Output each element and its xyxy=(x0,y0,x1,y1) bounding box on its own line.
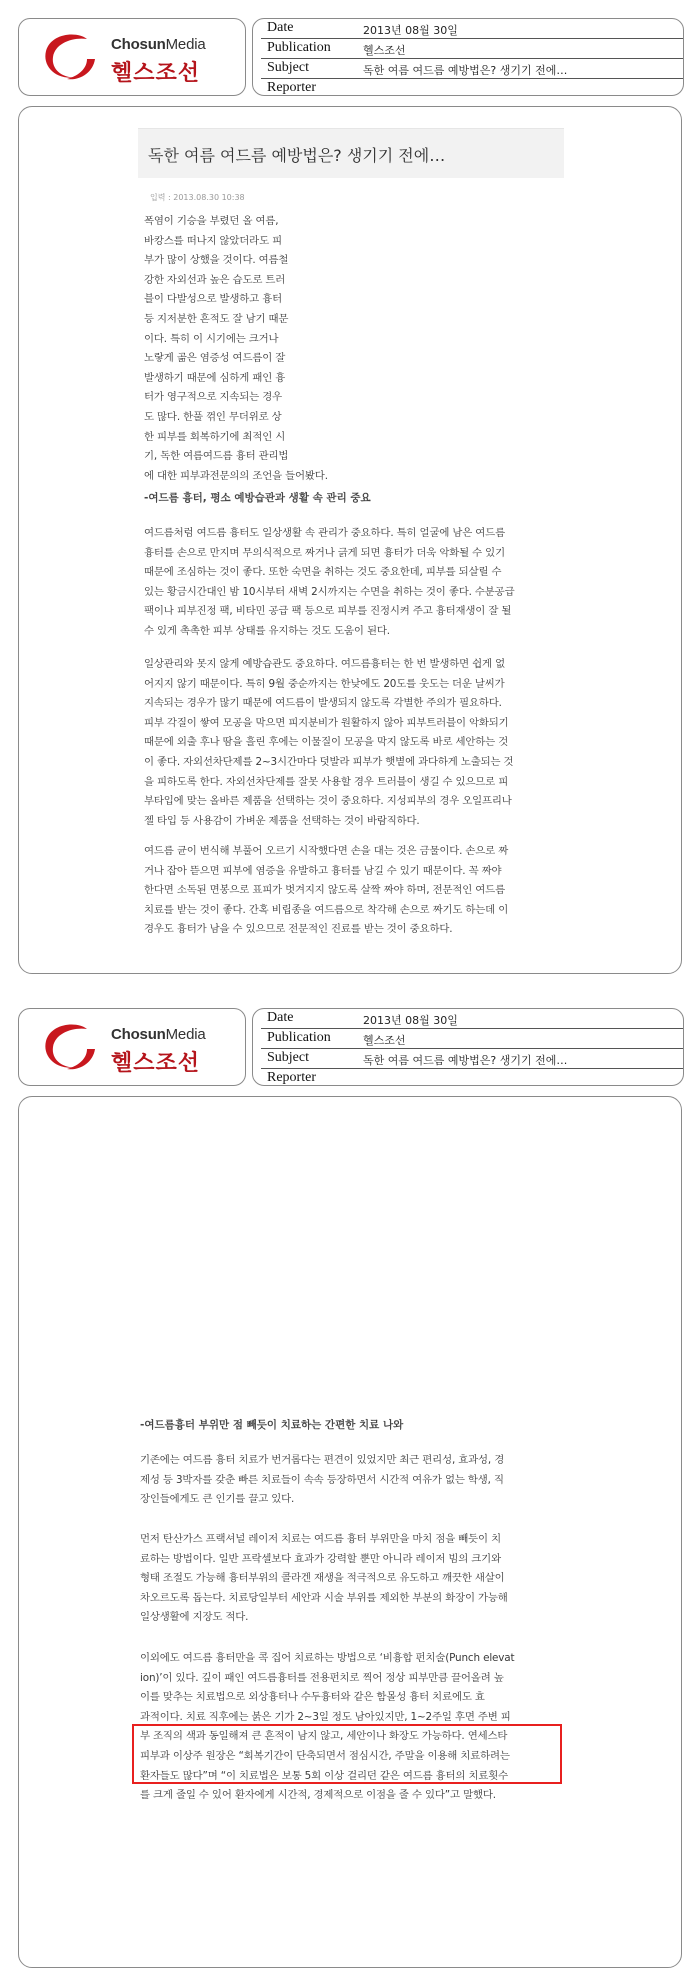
logo-english: ChosunMedia xyxy=(111,36,206,53)
meta-row-date: Date 2013년 08월 30일 xyxy=(267,1010,458,1027)
meta-date: 2013년 08월 30일 xyxy=(363,24,458,37)
meta-row-subject: Subject 독한 여름 여드름 예방법은? 생기기 전에… xyxy=(267,60,568,77)
section-heading-1: -여드름 흉터, 평소 예방습관과 생활 속 관리 중요 xyxy=(144,492,371,504)
meta-box-2 xyxy=(252,1008,684,1086)
paragraph-3: 일상관리와 못지 않게 예방습관도 중요하다. 여드름흉터는 한 번 발생하면 쉽게 없 어지지 않기 때문이다. 특히 9월 중순까지는 한낮에도 20도를 웃도는 더운 날씨가 지속되는 경우가 많기 때문에 여드름이 발생되지 않도록 각별한 주의가 필요하다. 피부 각질이 쌓여 모공을 막으면 피지분비가 원활하지 않아 피부트러블이 악화되기 때문에 외출 후나 땀을 흘린 후에는 이물질이 모공을 막지 않도록 바로 세안하는 것 이 좋다. 자외선차단제를 2~3시간마다 덧발라 피부가 햇볕에 과다하게 노출되는 것 을 피하도록 한다. 자외선차단제를 잘못 사용할 경우 트러블이 생길 수 있으므로 피 부타입에 맞는 올바른 제품을 선택하는 것이 중요하다. 지성피부의 경우 오일프리나 젤 타입 등 사용감이 가벼운 제품을 선택하는 것이 바람직하다. xyxy=(144,658,514,827)
logo-korean: 헬스조선 xyxy=(111,1051,201,1076)
meta-publication: 헬스조선 xyxy=(363,44,406,57)
intro-paragraph: 폭염이 기승을 부렸던 올 여름, 바캉스를 떠나지 않았더라도 피 부가 많이 상했을 것이다. 여름철 강한 자외선과 높은 습도로 트러 블이 다발성으로 발생하고 흉터 등 지저분한 흔적도 잘 남기 때문 이다. 특히 이 시기에는 크거나 노랗게 곪은 염증성 여드름이 잘 발생하기 때문에 심하게 패인 흉 터가 영구적으로 지속되는 경우 도 많다. 한풀 꺾인 무더위로 상 한 피부를 회복하기에 최적인 시 기, 독한 여름여드름 흉터 관리법 에 대한 피부과전문의의 조언을 들어봤다. xyxy=(144,215,328,482)
meta-row-reporter: Reporter xyxy=(267,80,316,95)
logo-box-2 xyxy=(18,1008,246,1086)
chosun-media-logo-icon xyxy=(37,1019,107,1075)
meta-publication: 헬스조선 xyxy=(363,1034,406,1047)
meta-row-publication: Publication 헬스조선 xyxy=(267,40,406,57)
meta-row-publication: Publication 헬스조선 xyxy=(267,1030,406,1047)
meta-row-date: Date 2013년 08월 30일 xyxy=(267,20,458,37)
article-input-date: 입력 : 2013.08.30 10:38 xyxy=(150,193,245,202)
paragraph-4: 여드름 균이 번식해 부풀어 오르기 시작했다면 손을 대는 것은 금물이다. 손으로 짜 거나 잡아 뜯으면 피부에 염증을 유발하고 흉터를 남길 수 있기 때문이다. 꼭 짜야 한다면 소독된 면봉으로 표피가 벗겨지지 않도록 살짝 짜야 하며, 전문적인 여드름 치료를 받는 것이 좋다. 간혹 비립종을 여드름으로 착각해 손으로 짜기도 하는데 이 경우도 흉터가 남을 수 있으므로 전문적인 진료를 받는 것이 중요하다. xyxy=(144,845,509,936)
paragraph-6: 먼저 탄산가스 프랙셔널 레이저 치료는 여드름 흉터 부위만을 마치 점을 빼듯이 치 료하는 방법이다. 일반 프락셀보다 효과가 강력할 뿐만 아니라 레이저 빔의 크기와 형태 조절도 가능해 흉터부위의 콜라겐 재생을 적극적으로 유도하고 깨끗한 새살이 차오르도록 돕는다. 치료당일부터 세안과 시술 부위를 제외한 부분의 화장이 가능해 일상생활에 지장도 적다. xyxy=(140,1533,508,1624)
logo-english: ChosunMedia xyxy=(111,1026,206,1043)
quote-highlight-box xyxy=(132,1724,562,1784)
paragraph-5: 기존에는 여드름 흉터 치료가 번거롭다는 편견이 있었지만 최근 편리성, 효과성, 경 제성 등 3박자를 갖춘 빠른 치료들이 속속 등장하면서 시간적 여유가 없는 학생, 직 장인들에게도 큰 인기를 끌고 있다. xyxy=(140,1454,505,1506)
meta-subject: 독한 여름 여드름 예방법은? 생기기 전에… xyxy=(363,64,568,77)
paragraph-2: 여드름처럼 여드름 흉터도 일상생활 속 관리가 중요하다. 특히 얼굴에 남은 여드름 흉터를 손으로 만지며 무의식적으로 짜거나 긁게 되면 흉터가 더욱 악화될 수 있기 때문에 조심하는 것이 좋다. 또한 숙면을 취하는 것도 중요한데, 피부를 되살릴 수 있는 황금시간대인 밤 10시부터 새벽 2시까지는 수면을 취하는 것이 좋다. 수분공급 팩이나 피부진정 팩, 비타민 공급 팩 등으로 피부를 진정시켜 주고 흉터재생이 잘 될 수 있게 촉촉한 피부 상태를 유지하는 것도 도움이 된다. xyxy=(144,527,515,637)
meta-row-subject: Subject 독한 여름 여드름 예방법은? 생기기 전에… xyxy=(267,1050,568,1067)
meta-date: 2013년 08월 30일 xyxy=(363,1014,458,1027)
meta-subject: 독한 여름 여드름 예방법은? 생기기 전에… xyxy=(363,1054,568,1067)
logo-korean: 헬스조선 xyxy=(111,61,201,86)
paragraph-7: 이외에도 여드름 흉터만을 콕 집어 치료하는 방법으로 ‘비흉합 펀치술(Punch elevat ion)’이 있다. 깊이 패인 여드름흉터를 전용펀치로 찍어 정상 피부만큼 끌어올려 높 이를 맞추는 치료법으로 외상흉터나 수두흉터와 같은 함몰성 흉터 치료에도 효 과적이다. 치료 직후에는 붉은 기가 2~3일 정도 남아있지만, 1~2주일 후면 주변 피 부 조직의 색과 동일해져 큰 흔적이 남지 않고, 세안이나 화장도 가능하다. 연세스타 피부과 이상주 원장은 “회복기간이 단축되면서 점심시간, 주말을 이용해 치료하려는 환자들도 많다”며 “이 치료법은 보통 5회 이상 걸리던 같은 여드름 흉터의 치료횟수 를 크게 줄일 수 있어 환자에게 시간적, 경제적으로 이점을 줄 수 있다”고 말했다. xyxy=(140,1652,515,1802)
section-heading-2: -여드름흉터 부위만 점 빼듯이 치료하는 간편한 치료 나와 xyxy=(140,1419,404,1431)
meta-row-reporter: Reporter xyxy=(267,1070,316,1085)
article-title: 독한 여름 여드름 예방법은? 생기기 전에… xyxy=(148,146,446,165)
